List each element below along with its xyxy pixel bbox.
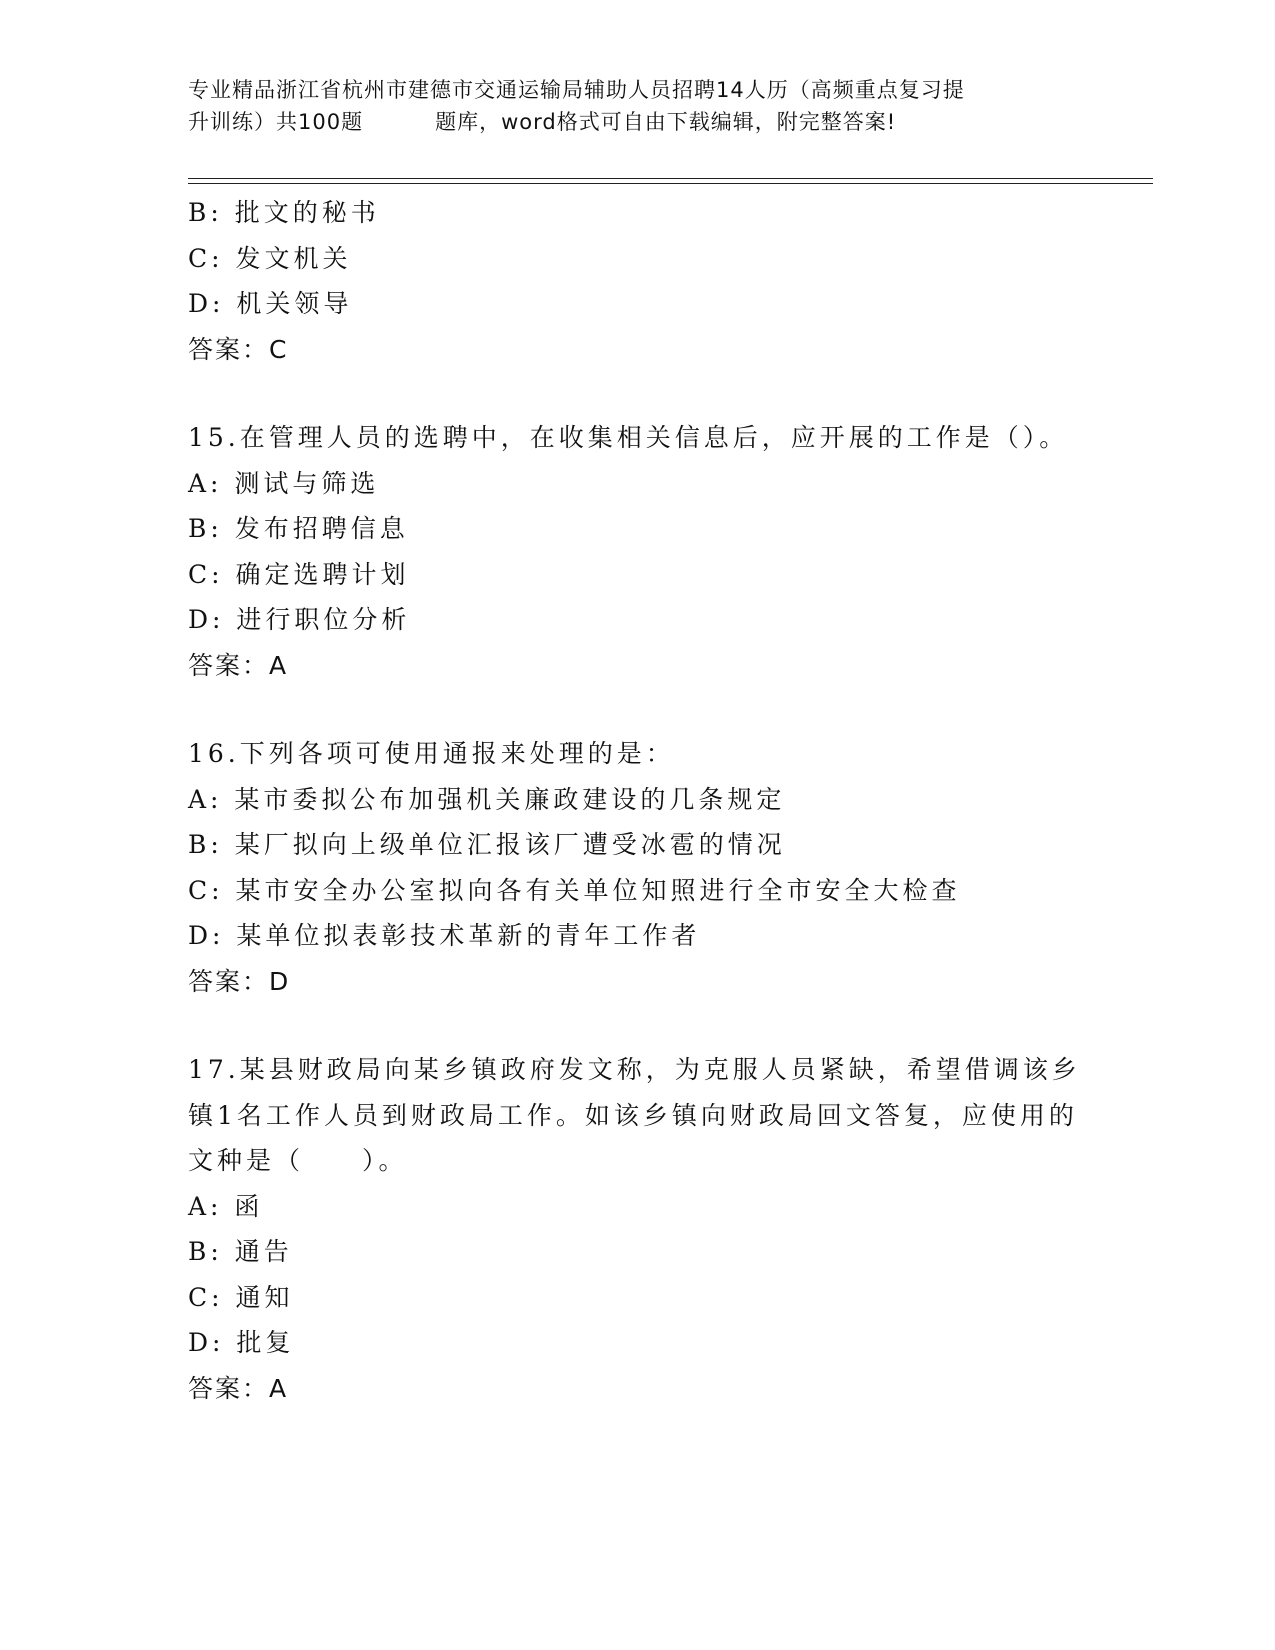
option-c: C: 通知 <box>188 1282 294 1312</box>
option-b: B: 批文的秘书 <box>188 198 380 227</box>
header-line-2 <box>188 106 1078 138</box>
header-line-2a: 升训练）共100题 <box>188 110 364 134</box>
header-line-2b: 题库，word格式可自由下载编辑，附完整答案! <box>435 110 897 134</box>
header-line-1: 专业精品浙江省杭州市建德市交通运输局辅助人员招聘14人历（高频重点复习提 <box>188 78 965 102</box>
question-14 <box>188 190 1088 372</box>
header-divider-top <box>188 178 1153 179</box>
answer: 答案：D <box>188 966 291 996</box>
option-d: D: 进行职位分析 <box>188 605 411 634</box>
answer: 答案：A <box>188 1373 289 1403</box>
option-d: D: 批复 <box>188 1328 295 1357</box>
answer: 答案：A <box>188 650 289 680</box>
option-c: C: 确定选聘计划 <box>188 559 410 589</box>
option-b: B: 通告 <box>188 1237 293 1266</box>
question-text: 15.在管理人员的选聘中，在收集相关信息后，应开展的工作是（）。 <box>188 423 1069 452</box>
option-a: A: 函 <box>188 1191 264 1221</box>
option-c: C: 某市安全办公室拟向各有关单位知照进行全市安全大检查 <box>188 875 961 905</box>
option-b: B: 发布招聘信息 <box>188 514 409 543</box>
question-text: 17.某县财政局向某乡镇政府发文称，为克服人员紧缺，希望借调该乡镇1名工作人员到财政局工作。如该乡镇向财政局回文答复，应使用的文种是（ ）。 <box>188 1055 1081 1175</box>
header-divider-bottom <box>188 183 1153 184</box>
question-15 <box>188 415 1088 688</box>
option-c: C: 发文机关 <box>188 243 352 273</box>
question-16 <box>188 731 1088 1004</box>
option-a: A: 测试与筛选 <box>188 468 380 498</box>
document-header <box>188 74 1078 138</box>
option-a: A: 某市委拟公布加强机关廉政建设的几条规定 <box>188 784 786 814</box>
option-d: D: 机关领导 <box>188 289 353 318</box>
option-d: D: 某单位拟表彰技术革新的青年工作者 <box>188 921 701 950</box>
question-list <box>188 190 1088 1454</box>
question-text: 16.下列各项可使用通报来处理的是： <box>188 739 675 768</box>
answer: 答案：C <box>188 334 289 364</box>
option-b: B: 某厂拟向上级单位汇报该厂遭受冰雹的情况 <box>188 830 786 859</box>
question-17 <box>188 1047 1088 1411</box>
